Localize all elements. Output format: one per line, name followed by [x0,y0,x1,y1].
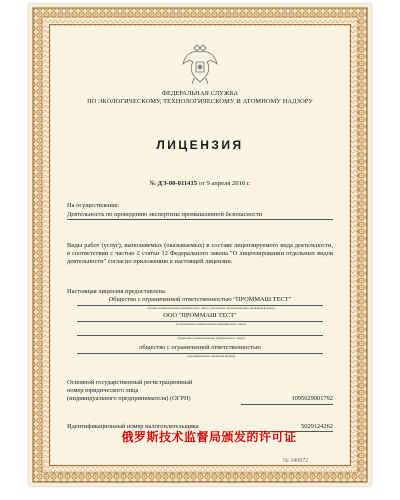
works-paragraph: Виды работ (услуг), выполняемых (оказываемых) в составе лицензируемого вида деятельности, в соответствии с частью 2 статьи 12 Федерального закона "О лицензировании отдельных видов деятельности" согласно приложению к настоящей лицензии. [67,242,333,266]
license-number-prefix: № [149,180,156,187]
holder-label: Настоящая лицензия предоставлена [67,288,165,295]
ogrn-label-line1: Основной государственный регистрационный [67,379,193,386]
inn-label: Идентификационный номер налогоплательщика [67,423,199,430]
activity-label: На осуществление: [67,202,120,209]
holder-short-name: ООО "ПРОММАШ ТЕСТ" [163,312,237,319]
license-number-line [51,180,349,187]
license-number: ДЭ-00-011415 [157,180,198,187]
agency-name [51,90,349,106]
blank-serial-number: № 340872 [283,458,309,464]
holder-legal-form: общество с ограниченной ответственностью [139,344,261,351]
license-date: от 9 апреля 2010 г. [198,180,251,187]
holder-short-name-caption: (сокращенное наименование юридического лица) [176,322,246,326]
ogrn-underline [241,404,333,405]
holder-full-name: Общество с ограниченной ответственностью "ПРОММАШ ТЕСТ" [108,296,292,303]
inn-value: 5029124262 [301,423,333,430]
ogrn-label [67,379,257,404]
brand-name-caption: (фирменное наименование юридического лица) [177,336,245,340]
ogrn-label-line3: (индивидуального предпринимателя) (ОГРН) [67,395,191,403]
license-photo [29,4,371,486]
holder-full-name-caption: (полное наименование юридического лица с указанием организационно-правовой формы) [147,306,275,310]
ogrn-label-line2: номер юридического лица [67,387,139,395]
agency-name-line2: ПО ЭКОЛОГИЧЕСКОМУ, ТЕХНОЛОГИЧЕСКОМУ И АТОМНОМУ НАДЗОРУ [87,98,313,105]
license-sheet [51,26,349,464]
ogrn-value: 1095029001792 [291,395,333,402]
activity-underline [67,219,333,220]
russian-coat-of-arms-icon [180,42,220,86]
overlay-caption: 俄罗斯技术监督局颁发的许可证 [121,430,297,444]
activity-value: Деятельность по проведению экспертизы промышленной безопасности [67,211,263,218]
agency-name-line1: ФЕДЕРАЛЬНАЯ СЛУЖБА [161,90,239,97]
legal-form-caption: (организационно-правовая форма) [186,354,236,358]
document-title: ЛИЦЕНЗИЯ [156,138,244,152]
